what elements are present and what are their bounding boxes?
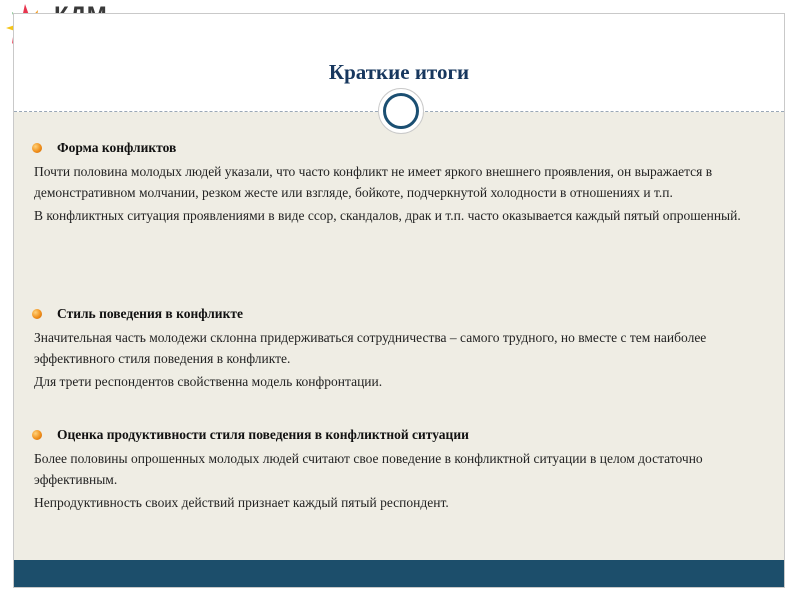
paragraph: Более половины опрошенных молодых людей считают свое поведение в конфликтной ситуации в целом достаточно эффективным. <box>34 451 703 487</box>
section-heading-text: Оценка продуктивности стиля поведения в конфликтной ситуации <box>57 427 469 442</box>
section-behavior-style <box>30 304 770 393</box>
section-heading <box>30 425 770 445</box>
divider-ring-icon <box>383 93 419 129</box>
paragraph: В конфликтных ситуация проявлениями в виде ссор, скандалов, драк и т.п. часто оказывается каждый пятый опрошенный. <box>34 208 741 223</box>
paragraph: Значительная часть молодежи склонна придерживаться сотрудничества – самого трудного, но вместе с тем наиболее эффективного стиля поведения в конфликте. <box>34 330 707 366</box>
section-heading <box>30 138 770 158</box>
section-heading-text: Стиль поведения в конфликте <box>57 306 243 321</box>
section-heading-text: Форма конфликтов <box>57 140 177 155</box>
bottom-bar <box>14 560 784 587</box>
paragraph: Непродуктивность своих действий признает каждый пятый респондент. <box>34 495 449 510</box>
bullet-icon <box>32 309 42 319</box>
paragraph: Почти половина молодых людей указали, что часто конфликт не имеет яркого внешнего проявления, он выражается в демонстративном молчании, резком жесте или взгляде, бойкоте, подчеркнутой холодности в отношениях и т.п. <box>34 164 713 200</box>
bullet-icon <box>32 430 42 440</box>
paragraph: Для трети респондентов свойственна модель конфронтации. <box>34 374 383 389</box>
section-productivity <box>30 425 770 514</box>
slide-title: Краткие итоги <box>328 60 470 84</box>
section-heading <box>30 304 770 324</box>
bullet-icon <box>32 143 42 153</box>
section-conflict-form <box>30 138 770 227</box>
